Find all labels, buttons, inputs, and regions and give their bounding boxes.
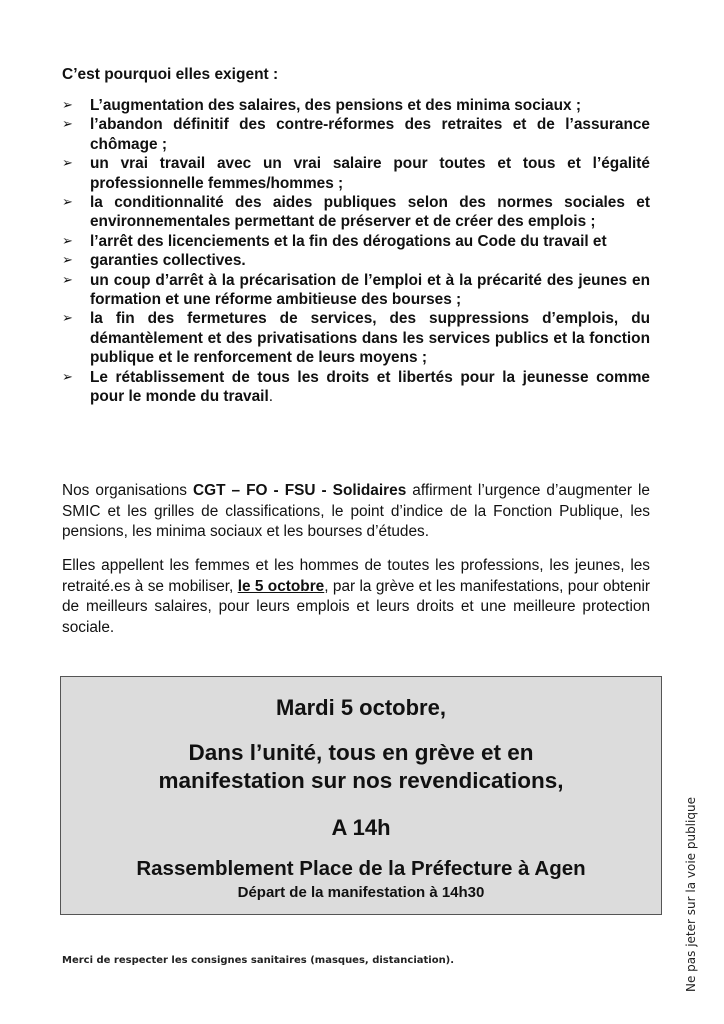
demand-text: la fin des fermetures de services, des suppressions d’emplois, du démantèlement et des privatisations dans les services publics et la fonction publique et le renforcement de leurs moyens ;: [90, 310, 650, 367]
event-slogan: [61, 739, 661, 795]
event-slogan-line: Dans l’unité, tous en grève et en: [188, 740, 534, 765]
intro-heading: C’est pourquoi elles exigent :: [62, 66, 279, 83]
demand-item: [62, 271, 650, 310]
arrow-bullet-icon: ➢: [62, 369, 73, 385]
demand-text: garanties collectives.: [90, 252, 246, 270]
demand-item: [62, 96, 650, 115]
demand-text: L’augmentation des salaires, des pensions et des minima sociaux ;: [90, 97, 581, 114]
arrow-bullet-icon: ➢: [62, 253, 73, 269]
demand-item: [62, 309, 650, 367]
paragraph-text: , par la grève et les manifestations, pour obtenir de meilleurs salaires, pour leurs emplois et leurs droits et une meilleure protection sociale.: [62, 577, 651, 636]
call-paragraph: [62, 556, 650, 638]
demand-text: un coup d’arrêt à la précarisation de l’emploi et à la précarité des jeunes en formation et une réforme ambitieuse des bourses ;: [90, 271, 650, 309]
strike-date: le 5 octobre: [237, 577, 325, 595]
event-slogan-line: manifestation sur nos revendications,: [158, 768, 564, 793]
arrow-bullet-icon: ➢: [62, 311, 73, 327]
paragraph-text: Elles appellent les femmes et les hommes de toutes les professions, les jeunes, les retraité.es à se mobiliser,: [62, 557, 650, 595]
demand-text: un vrai travail avec un vrai salaire pour toutes et tous et l’égalité professionnelle femmes/hommes ;: [90, 155, 650, 192]
demand-text: l’abandon définitif des contre-réformes des retraites et de l’assurance chômage ;: [90, 116, 650, 153]
arrow-bullet-icon: ➢: [62, 98, 73, 113]
litter-note: Ne pas jeter sur la voie publique: [684, 797, 698, 992]
event-time: A 14h: [331, 815, 391, 840]
organisations-names: CGT – FO - FSU - Solidaires: [193, 482, 407, 499]
arrow-bullet-icon: ➢: [62, 117, 73, 133]
paragraph-text: affirment l’urgence d’augmenter le SMIC et les grilles de classifications, le point d’indice de la Fonction Publique, les pensions, les minima sociaux et les bourses d’études.: [62, 482, 650, 540]
event-location: Rassemblement Place de la Préfecture à Agen: [136, 857, 586, 880]
demand-text: Le rétablissement de tous les droits et libertés pour la jeunesse comme pour le monde du travail: [90, 368, 650, 406]
demand-suffix: .: [268, 388, 274, 406]
event-date: Mardi 5 octobre,: [276, 695, 446, 720]
demand-item: [62, 115, 650, 154]
demands-list: [62, 96, 650, 407]
sanitary-note: Merci de respecter les consignes sanitaires (masques, distanciation).: [62, 955, 455, 966]
demand-item: [62, 251, 650, 270]
arrow-bullet-icon: ➢: [62, 233, 73, 249]
demand-text: l’arrêt des licenciements et la fin des dérogations au Code du travail et: [90, 232, 607, 250]
arrow-bullet-icon: ➢: [62, 272, 73, 288]
demand-item: [62, 154, 650, 193]
demand-item: [62, 232, 650, 251]
demand-item: [62, 368, 650, 407]
paragraph-text: Nos organisations: [62, 482, 193, 499]
demand-item: [62, 193, 650, 232]
demand-text: la conditionnalité des aides publiques selon des normes sociales et environnementales permettant de préserver et de créer des emplois ;: [90, 194, 650, 231]
event-callout-box: [60, 676, 662, 915]
organisations-paragraph: [62, 481, 650, 543]
arrow-bullet-icon: ➢: [62, 195, 73, 211]
event-departure: Départ de la manifestation à 14h30: [237, 884, 485, 901]
arrow-bullet-icon: ➢: [62, 156, 73, 172]
